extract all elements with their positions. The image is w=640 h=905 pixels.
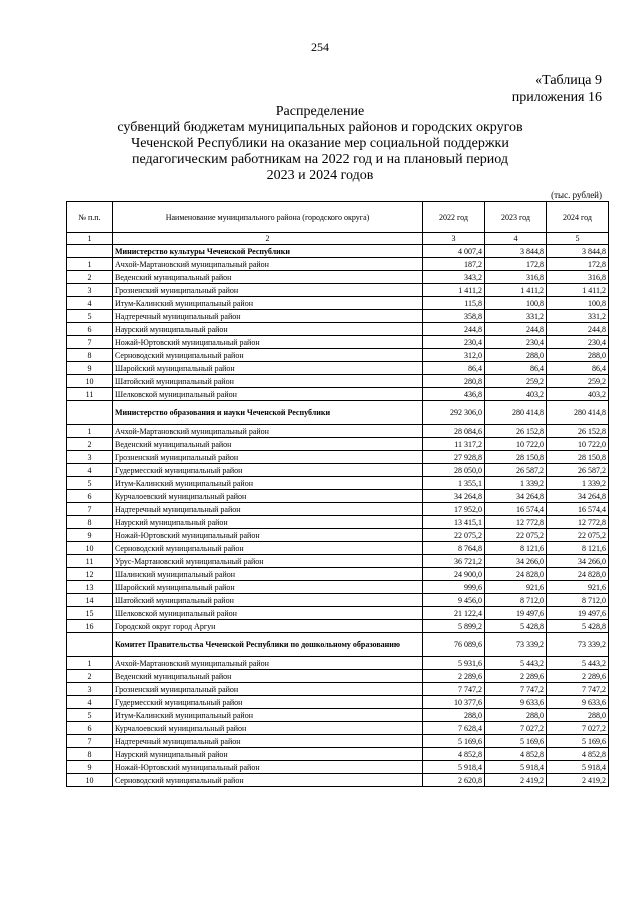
- value-2022: 36 721,2: [423, 555, 485, 568]
- value-2022: 5 169,6: [423, 735, 485, 748]
- table-row: [67, 323, 609, 336]
- district-name: Гудермесский муниципальный район: [113, 696, 423, 709]
- section-name: Министерство культуры Чеченской Республики: [113, 245, 423, 258]
- row-number: 4: [67, 696, 113, 709]
- section-total: 3 844,8: [485, 245, 547, 258]
- row-number: 2: [67, 438, 113, 451]
- table-row: [67, 425, 609, 438]
- value-2022: 24 900,0: [423, 568, 485, 581]
- district-name: Веденский муниципальный район: [113, 271, 423, 284]
- table-row: [67, 722, 609, 735]
- value-2024: 16 574,4: [547, 503, 609, 516]
- table-row: [67, 568, 609, 581]
- row-number: 9: [67, 761, 113, 774]
- value-2023: 1 411,2: [485, 284, 547, 297]
- value-2023: 1 339,2: [485, 477, 547, 490]
- value-2023: 4 852,8: [485, 748, 547, 761]
- header-year-2024: 2024 год: [547, 202, 609, 233]
- row-number: 9: [67, 362, 113, 375]
- value-2022: 21 122,4: [423, 607, 485, 620]
- district-name: Итум-Калинский муниципальный район: [113, 709, 423, 722]
- value-2024: 9 633,6: [547, 696, 609, 709]
- row-number: 10: [67, 375, 113, 388]
- column-index-row: [67, 233, 609, 245]
- value-2022: 1 355,1: [423, 477, 485, 490]
- value-2023: 12 772,8: [485, 516, 547, 529]
- value-2022: 115,8: [423, 297, 485, 310]
- value-2024: 403,2: [547, 388, 609, 401]
- value-2022: 5 899,2: [423, 620, 485, 633]
- value-2024: 100,8: [547, 297, 609, 310]
- value-2023: 5 443,2: [485, 657, 547, 670]
- value-2022: 999,6: [423, 581, 485, 594]
- row-number: 2: [67, 271, 113, 284]
- value-2023: 5 428,8: [485, 620, 547, 633]
- section-total: 73 339,2: [547, 633, 609, 657]
- value-2022: 10 377,6: [423, 696, 485, 709]
- row-number: 3: [67, 284, 113, 297]
- title-line5: 2023 и 2024 годов: [266, 168, 374, 183]
- table-row: [67, 683, 609, 696]
- value-2023: 28 150,8: [485, 451, 547, 464]
- value-2023: 7 747,2: [485, 683, 547, 696]
- value-2022: 343,2: [423, 271, 485, 284]
- district-name: Ножай-Юртовский муниципальный район: [113, 761, 423, 774]
- table-row: [67, 594, 609, 607]
- row-number: 13: [67, 581, 113, 594]
- value-2024: 12 772,8: [547, 516, 609, 529]
- district-name: Шелковской муниципальный район: [113, 388, 423, 401]
- header-number: № п.п.: [67, 202, 113, 233]
- district-name: Наурский муниципальный район: [113, 323, 423, 336]
- value-2023: 9 633,6: [485, 696, 547, 709]
- value-2024: 22 075,2: [547, 529, 609, 542]
- row-number: 16: [67, 620, 113, 633]
- value-2022: 5 918,4: [423, 761, 485, 774]
- header-year-2023: 2023 год: [485, 202, 547, 233]
- title-line2: субвенций бюджетам муниципальных районов и городских округов: [117, 120, 523, 135]
- column-index: 3: [423, 233, 485, 245]
- table-row: [67, 542, 609, 555]
- value-2022: 22 075,2: [423, 529, 485, 542]
- row-number: 11: [67, 555, 113, 568]
- value-2022: 2 289,6: [423, 670, 485, 683]
- district-name: Курчалоевский муниципальный район: [113, 490, 423, 503]
- table-row: [67, 555, 609, 568]
- value-2022: 34 264,8: [423, 490, 485, 503]
- value-2024: 316,8: [547, 271, 609, 284]
- table-row: [67, 581, 609, 594]
- district-name: Наурский муниципальный район: [113, 516, 423, 529]
- row-number: 5: [67, 477, 113, 490]
- district-name: Ачхой-Мартановский муниципальный район: [113, 425, 423, 438]
- section-number-cell: [67, 401, 113, 425]
- value-2022: 5 931,6: [423, 657, 485, 670]
- section-name: Комитет Правительства Чеченской Республики по дошкольному образованию: [113, 633, 423, 657]
- value-2023: 10 722,0: [485, 438, 547, 451]
- row-number: 3: [67, 451, 113, 464]
- value-2023: 100,8: [485, 297, 547, 310]
- header-year-2022: 2022 год: [423, 202, 485, 233]
- row-number: 10: [67, 542, 113, 555]
- value-2024: 1 411,2: [547, 284, 609, 297]
- column-index: 2: [113, 233, 423, 245]
- district-name: Веденский муниципальный район: [113, 670, 423, 683]
- section-number-cell: [67, 245, 113, 258]
- table-row: [67, 490, 609, 503]
- district-name: Наурский муниципальный район: [113, 748, 423, 761]
- value-2024: 5 918,4: [547, 761, 609, 774]
- section-row: [67, 633, 609, 657]
- value-2023: 34 266,0: [485, 555, 547, 568]
- table-row: [67, 375, 609, 388]
- value-2023: 5 918,4: [485, 761, 547, 774]
- table-row: [67, 388, 609, 401]
- table-row: [67, 258, 609, 271]
- value-2024: 288,0: [547, 349, 609, 362]
- section-total: 280 414,8: [485, 401, 547, 425]
- value-2023: 288,0: [485, 349, 547, 362]
- table-reference: [512, 72, 602, 106]
- district-name: Грозненский муниципальный район: [113, 284, 423, 297]
- row-number: 7: [67, 336, 113, 349]
- district-name: Городской округ город Аргун: [113, 620, 423, 633]
- district-name: Итум-Калинский муниципальный район: [113, 477, 423, 490]
- value-2022: 17 952,0: [423, 503, 485, 516]
- district-name: Ачхой-Мартановский муниципальный район: [113, 657, 423, 670]
- value-2022: 187,2: [423, 258, 485, 271]
- row-number: 5: [67, 310, 113, 323]
- row-number: 1: [67, 425, 113, 438]
- value-2024: 288,0: [547, 709, 609, 722]
- row-number: 7: [67, 503, 113, 516]
- section-total: 76 089,6: [423, 633, 485, 657]
- table-row: [67, 297, 609, 310]
- value-2024: 34 266,0: [547, 555, 609, 568]
- value-2022: 358,8: [423, 310, 485, 323]
- district-name: Урус-Мартановский муниципальный район: [113, 555, 423, 568]
- value-2023: 7 027,2: [485, 722, 547, 735]
- value-2022: 288,0: [423, 709, 485, 722]
- row-number: 6: [67, 722, 113, 735]
- value-2022: 280,8: [423, 375, 485, 388]
- value-2024: 5 428,8: [547, 620, 609, 633]
- row-number: 12: [67, 568, 113, 581]
- row-number: 1: [67, 657, 113, 670]
- value-2023: 2 289,6: [485, 670, 547, 683]
- value-2024: 86,4: [547, 362, 609, 375]
- table-row: [67, 620, 609, 633]
- table-row: [67, 607, 609, 620]
- column-index: 5: [547, 233, 609, 245]
- district-name: Серноводский муниципальный район: [113, 349, 423, 362]
- row-number: 9: [67, 529, 113, 542]
- value-2022: 27 928,8: [423, 451, 485, 464]
- district-name: Шелковской муниципальный район: [113, 607, 423, 620]
- district-name: Ножай-Юртовский муниципальный район: [113, 336, 423, 349]
- units-label: (тыс. рублей): [551, 190, 602, 200]
- value-2022: 11 317,2: [423, 438, 485, 451]
- district-name: Серноводский муниципальный район: [113, 542, 423, 555]
- district-name: Итум-Калинский муниципальный район: [113, 297, 423, 310]
- table-row: [67, 670, 609, 683]
- table-row: [67, 271, 609, 284]
- value-2022: 28 084,6: [423, 425, 485, 438]
- value-2023: 244,8: [485, 323, 547, 336]
- column-index: 1: [67, 233, 113, 245]
- table-row: [67, 529, 609, 542]
- value-2023: 16 574,4: [485, 503, 547, 516]
- value-2023: 22 075,2: [485, 529, 547, 542]
- table-row: [67, 336, 609, 349]
- table-row: [67, 696, 609, 709]
- district-name: Гудермесский муниципальный район: [113, 464, 423, 477]
- district-name: Веденский муниципальный район: [113, 438, 423, 451]
- value-2024: 8 712,0: [547, 594, 609, 607]
- value-2023: 403,2: [485, 388, 547, 401]
- value-2023: 5 169,6: [485, 735, 547, 748]
- value-2024: 5 443,2: [547, 657, 609, 670]
- district-name: Грозненский муниципальный район: [113, 683, 423, 696]
- row-number: 14: [67, 594, 113, 607]
- table-body: [67, 245, 609, 787]
- table-row: [67, 477, 609, 490]
- table-reference-line2: приложения 16: [511, 90, 602, 105]
- row-number: 6: [67, 323, 113, 336]
- district-name: Надтеречный муниципальный район: [113, 503, 423, 516]
- row-number: 6: [67, 490, 113, 503]
- district-name: Серноводский муниципальный район: [113, 774, 423, 787]
- value-2022: 9 456,0: [423, 594, 485, 607]
- row-number: 11: [67, 388, 113, 401]
- value-2024: 4 852,8: [547, 748, 609, 761]
- value-2022: 7 628,4: [423, 722, 485, 735]
- value-2023: 230,4: [485, 336, 547, 349]
- value-2023: 316,8: [485, 271, 547, 284]
- district-name: Надтеречный муниципальный район: [113, 735, 423, 748]
- row-number: 2: [67, 670, 113, 683]
- value-2023: 8 712,0: [485, 594, 547, 607]
- table-row: [67, 464, 609, 477]
- value-2023: 26 152,8: [485, 425, 547, 438]
- value-2024: 2 289,6: [547, 670, 609, 683]
- value-2024: 8 121,6: [547, 542, 609, 555]
- district-name: Надтеречный муниципальный район: [113, 310, 423, 323]
- distribution-table: [66, 201, 609, 787]
- value-2023: 24 828,0: [485, 568, 547, 581]
- value-2024: 1 339,2: [547, 477, 609, 490]
- value-2023: 2 419,2: [485, 774, 547, 787]
- value-2023: 8 121,6: [485, 542, 547, 555]
- table-row: [67, 503, 609, 516]
- header-name: Наименование муниципального района (городского округа): [113, 202, 423, 233]
- row-number: 10: [67, 774, 113, 787]
- table-row: [67, 284, 609, 297]
- value-2022: 436,8: [423, 388, 485, 401]
- table-header-row: [67, 202, 609, 233]
- value-2023: 288,0: [485, 709, 547, 722]
- table-row: [67, 735, 609, 748]
- value-2022: 86,4: [423, 362, 485, 375]
- value-2022: 2 620,8: [423, 774, 485, 787]
- value-2024: 5 169,6: [547, 735, 609, 748]
- table-row: [67, 516, 609, 529]
- value-2024: 172,8: [547, 258, 609, 271]
- table-row: [67, 438, 609, 451]
- row-number: 8: [67, 516, 113, 529]
- district-name: Шаройский муниципальный район: [113, 362, 423, 375]
- section-row: [67, 401, 609, 425]
- district-name: Грозненский муниципальный район: [113, 451, 423, 464]
- district-name: Шатойский муниципальный район: [113, 594, 423, 607]
- value-2023: 259,2: [485, 375, 547, 388]
- value-2024: 331,2: [547, 310, 609, 323]
- value-2024: 230,4: [547, 336, 609, 349]
- row-number: 15: [67, 607, 113, 620]
- section-total: 292 306,0: [423, 401, 485, 425]
- page-number: 254: [311, 40, 329, 54]
- value-2024: 28 150,8: [547, 451, 609, 464]
- document-title: [90, 104, 550, 184]
- value-2023: 921,6: [485, 581, 547, 594]
- row-number: 4: [67, 297, 113, 310]
- value-2024: 19 497,6: [547, 607, 609, 620]
- value-2022: 28 050,0: [423, 464, 485, 477]
- value-2023: 19 497,6: [485, 607, 547, 620]
- value-2023: 331,2: [485, 310, 547, 323]
- value-2024: 7 747,2: [547, 683, 609, 696]
- value-2024: 921,6: [547, 581, 609, 594]
- table-row: [67, 310, 609, 323]
- value-2024: 26 152,8: [547, 425, 609, 438]
- value-2022: 7 747,2: [423, 683, 485, 696]
- value-2024: 10 722,0: [547, 438, 609, 451]
- value-2024: 26 587,2: [547, 464, 609, 477]
- district-name: Шатойский муниципальный район: [113, 375, 423, 388]
- row-number: 8: [67, 748, 113, 761]
- row-number: 1: [67, 258, 113, 271]
- value-2023: 86,4: [485, 362, 547, 375]
- row-number: 7: [67, 735, 113, 748]
- section-number-cell: [67, 633, 113, 657]
- section-total: 3 844,8: [547, 245, 609, 258]
- table-reference-line1: «Таблица 9: [535, 73, 602, 88]
- value-2023: 34 264,8: [485, 490, 547, 503]
- table-row: [67, 657, 609, 670]
- value-2023: 172,8: [485, 258, 547, 271]
- value-2024: 24 828,0: [547, 568, 609, 581]
- table-row: [67, 748, 609, 761]
- district-name: Шаройский муниципальный район: [113, 581, 423, 594]
- table-row: [67, 451, 609, 464]
- value-2024: 259,2: [547, 375, 609, 388]
- section-row: [67, 245, 609, 258]
- row-number: 3: [67, 683, 113, 696]
- district-name: Шалинский муниципальный район: [113, 568, 423, 581]
- row-number: 4: [67, 464, 113, 477]
- value-2024: 2 419,2: [547, 774, 609, 787]
- value-2022: 312,0: [423, 349, 485, 362]
- table-row: [67, 774, 609, 787]
- value-2023: 26 587,2: [485, 464, 547, 477]
- value-2024: 34 264,8: [547, 490, 609, 503]
- value-2022: 244,8: [423, 323, 485, 336]
- row-number: 8: [67, 349, 113, 362]
- value-2022: 8 764,8: [423, 542, 485, 555]
- district-name: Ножай-Юртовский муниципальный район: [113, 529, 423, 542]
- value-2022: 4 852,8: [423, 748, 485, 761]
- value-2022: 230,4: [423, 336, 485, 349]
- district-name: Ачхой-Мартановский муниципальный район: [113, 258, 423, 271]
- title-line4: педагогическим работникам на 2022 год и на плановый период: [131, 152, 508, 167]
- section-total: 280 414,8: [547, 401, 609, 425]
- value-2024: 7 027,2: [547, 722, 609, 735]
- value-2024: 244,8: [547, 323, 609, 336]
- table-row: [67, 709, 609, 722]
- row-number: 5: [67, 709, 113, 722]
- value-2022: 1 411,2: [423, 284, 485, 297]
- column-index: 4: [485, 233, 547, 245]
- section-total: 73 339,2: [485, 633, 547, 657]
- table-row: [67, 761, 609, 774]
- section-total: 4 007,4: [423, 245, 485, 258]
- title-line3: Чеченской Республики на оказание мер социальной поддержки: [131, 136, 509, 151]
- district-name: Курчалоевский муниципальный район: [113, 722, 423, 735]
- title-line1: Распределение: [275, 104, 365, 119]
- table-row: [67, 349, 609, 362]
- table-row: [67, 362, 609, 375]
- value-2022: 13 415,1: [423, 516, 485, 529]
- section-name: Министерство образования и науки Чеченской Республики: [113, 401, 423, 425]
